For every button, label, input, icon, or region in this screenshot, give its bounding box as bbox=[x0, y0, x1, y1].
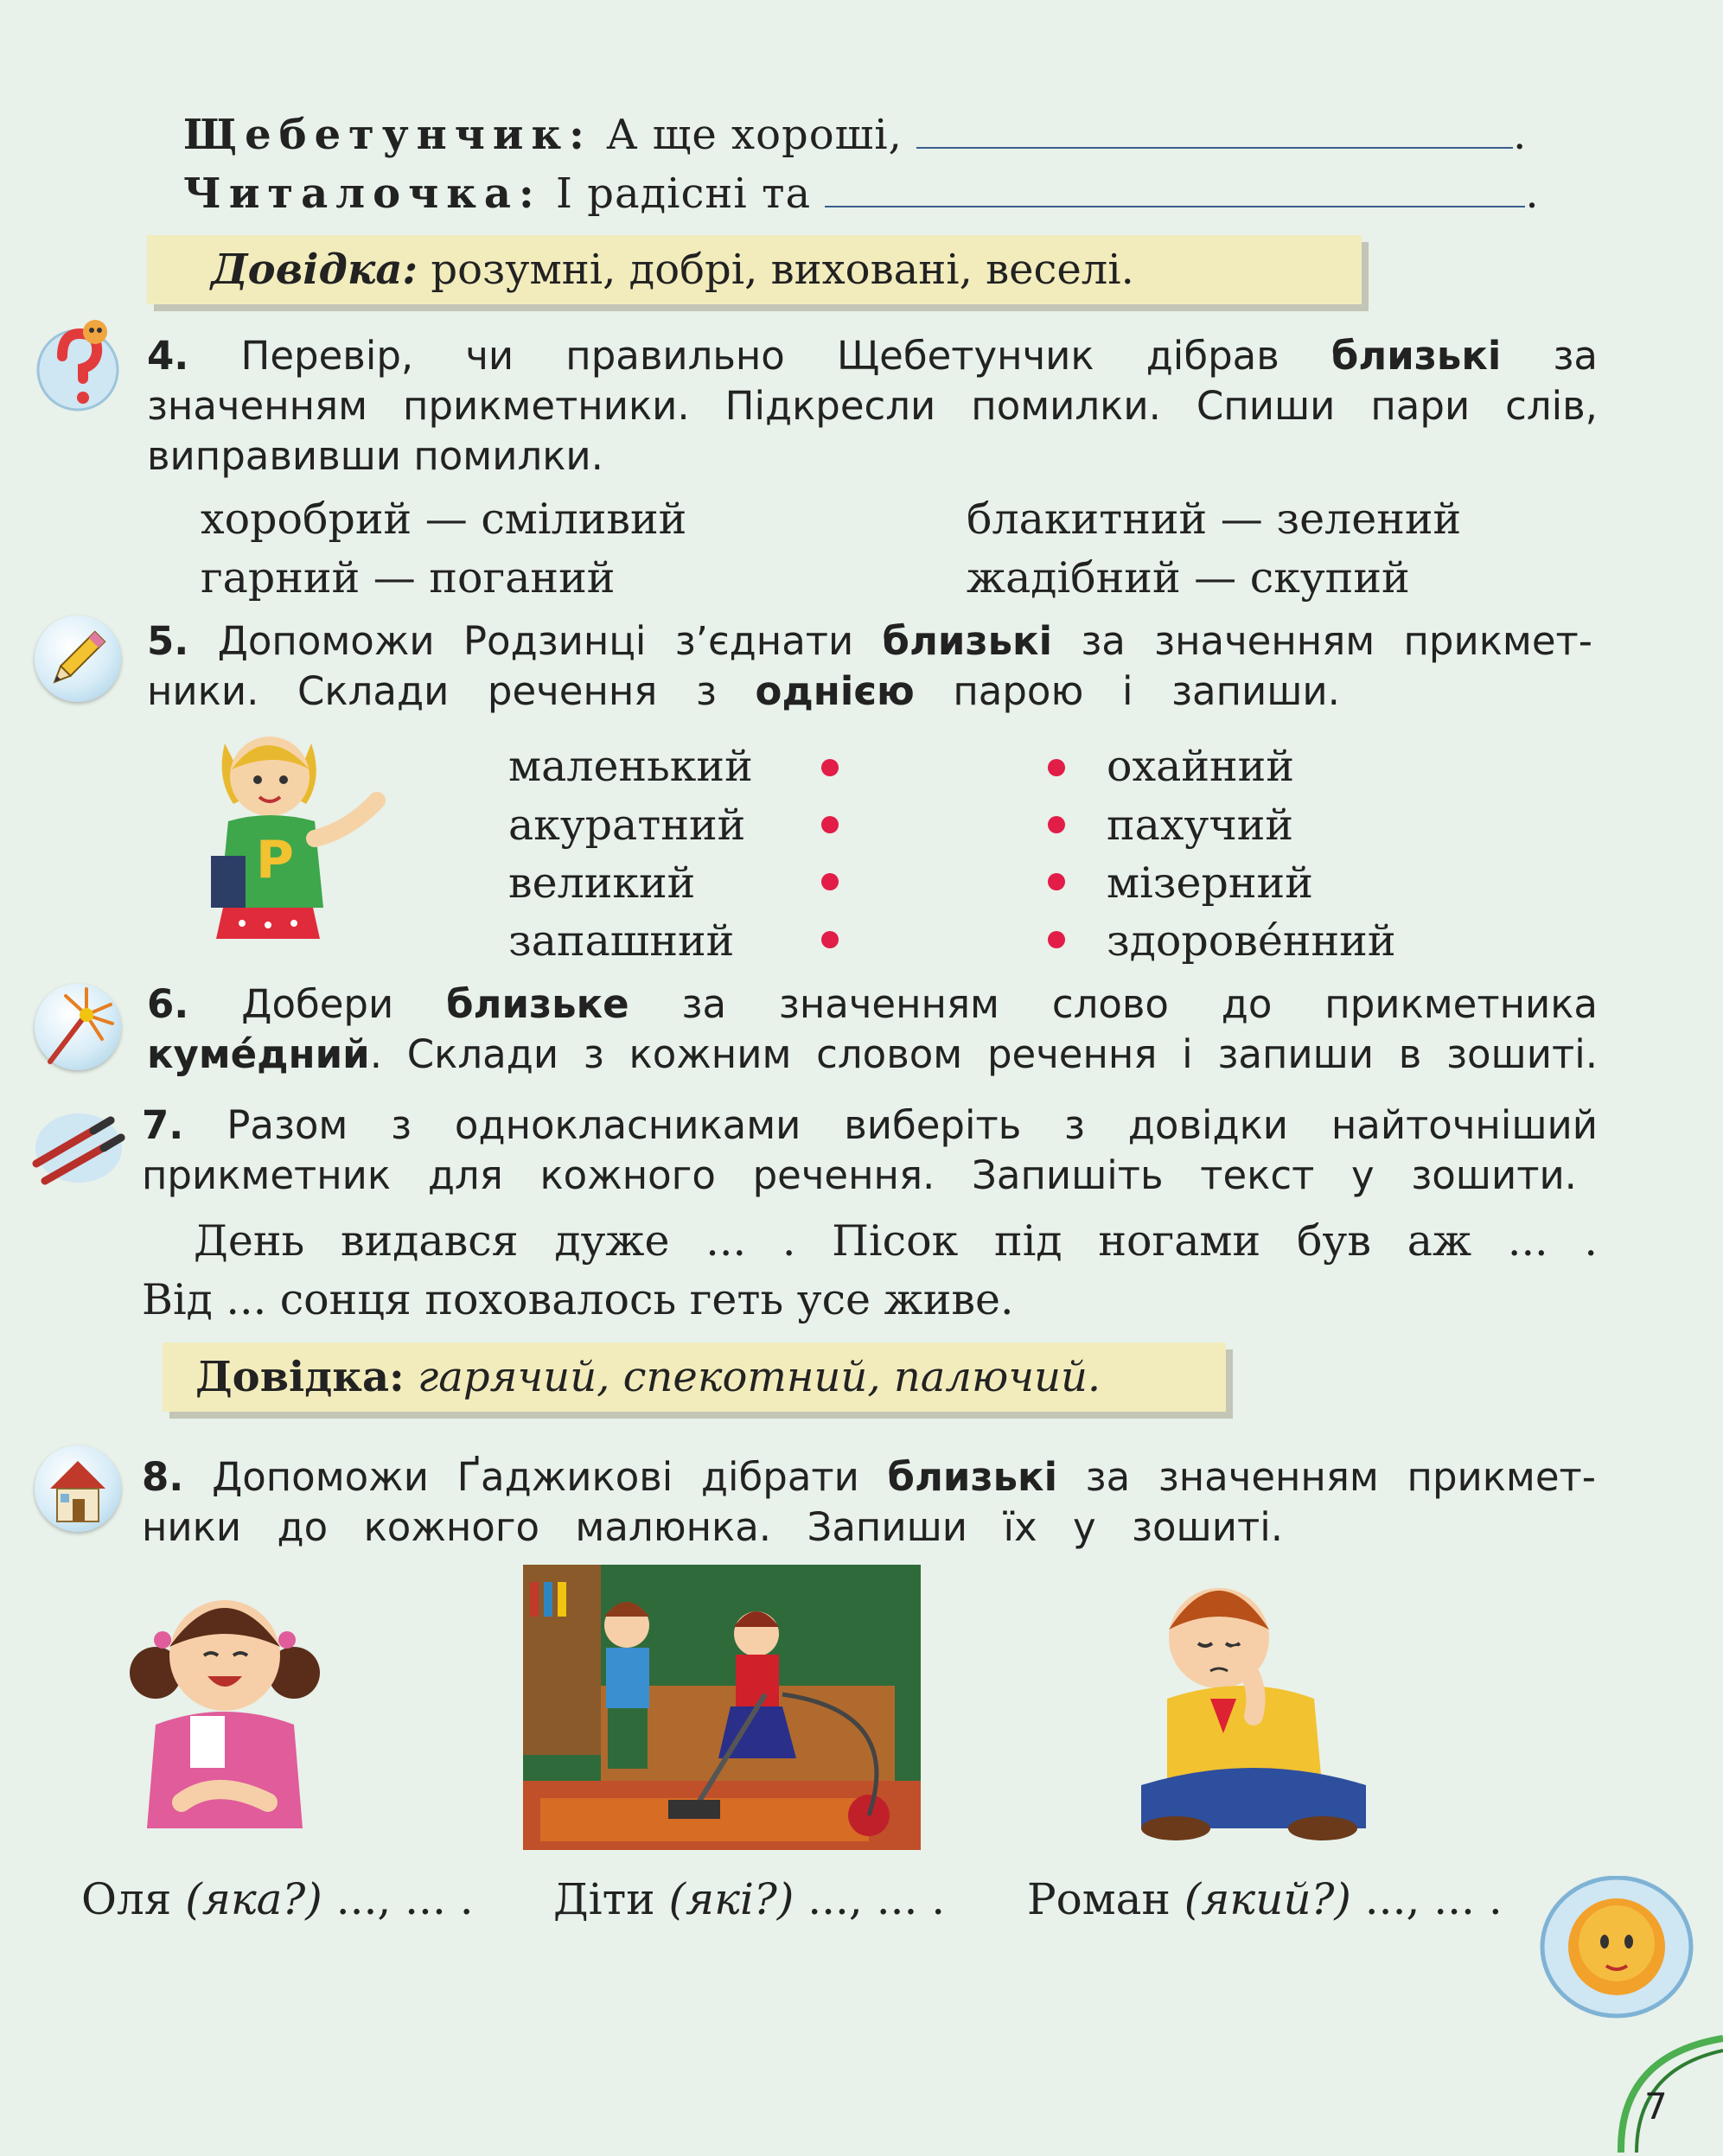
reference-box bbox=[147, 235, 1362, 304]
task-7-line-2: прикметник для кожного речення. Запишіть текст у зошити. bbox=[142, 1152, 1577, 1198]
word-pair: гарний — поганий bbox=[201, 553, 616, 603]
dialog-line-2 bbox=[183, 169, 1610, 218]
right-word: охайний bbox=[1107, 742, 1294, 791]
dialog-end: . bbox=[1525, 169, 1540, 218]
pens-icon bbox=[31, 1108, 126, 1186]
children-cleaning-illustration bbox=[523, 1565, 921, 1850]
task-8-line-1: 8. Допоможи Ґаджикові дібрати близькі за значенням прикмет- bbox=[142, 1454, 1597, 1500]
task-6-line-1: 6. Добери близьке за значенням слово до прикметника bbox=[147, 981, 1598, 1027]
task-7-text-line-1: День видався дуже ... . Пісок під ногами був аж ... . bbox=[194, 1216, 1598, 1266]
reference-words: гарячий, спекотний, палючий. bbox=[418, 1353, 1101, 1401]
dialog-text: І радісні та bbox=[556, 169, 812, 218]
match-dot-right[interactable] bbox=[1048, 873, 1065, 890]
reference-label: Довідка: bbox=[211, 246, 418, 294]
task-4-line-3: виправивши помилки. bbox=[147, 433, 603, 479]
task-7-line-1: 7. Разом з однокласниками виберіть з довідки найточніший bbox=[142, 1102, 1598, 1148]
right-word: здорове́нний bbox=[1107, 916, 1396, 966]
caption-olia: Оля (яка?) ..., ... . bbox=[81, 1874, 474, 1924]
caption-roman: Роман (який?) ..., ... . bbox=[1027, 1874, 1503, 1924]
pencil-icon bbox=[35, 616, 121, 702]
right-word: пахучий bbox=[1107, 801, 1294, 850]
girl-with-book-illustration bbox=[207, 726, 415, 955]
speaker-name: Щебетунчик: bbox=[183, 111, 592, 159]
page-number: 7 bbox=[1644, 2085, 1668, 2127]
match-dot-right[interactable] bbox=[1048, 931, 1065, 948]
house-icon bbox=[35, 1445, 121, 1532]
left-word: запашний bbox=[508, 916, 735, 966]
match-dot-right[interactable] bbox=[1048, 816, 1065, 833]
task-8 bbox=[142, 1452, 1596, 1553]
match-dot-right[interactable] bbox=[1048, 759, 1065, 776]
sad-boy-illustration bbox=[1124, 1569, 1375, 1846]
match-dot-left[interactable] bbox=[821, 759, 839, 776]
task-5-line-1: 5. Допоможи Родзинці з’єднати близькі за значенням прикмет- bbox=[147, 618, 1593, 664]
speaker-name: Читалочка: bbox=[183, 169, 542, 218]
dialog-end: . bbox=[1513, 111, 1528, 159]
dialog-text: А ще хороші, bbox=[606, 111, 903, 159]
laughing-girl-illustration bbox=[121, 1586, 329, 1837]
task-5-line-2: ники. Склади речення з однією парою і запиши. bbox=[147, 668, 1340, 714]
smiley-sun-icon bbox=[1539, 1876, 1694, 2019]
task-4-line-1: 4. Перевір, чи правильно Щебетунчик дібрав близькі за bbox=[147, 333, 1598, 379]
task-6-line-2: куме́дний. Склади з кожним словом речення і запиши в зошиті. bbox=[147, 1031, 1598, 1077]
dialog-line-1 bbox=[183, 111, 1610, 159]
task-4-line-2: значенням прикметники. Підкресли помилки. Спиши пари слів, bbox=[147, 383, 1598, 429]
caption-dity: Діти (які?) ..., ... . bbox=[553, 1874, 946, 1924]
left-word: акуратний bbox=[508, 801, 746, 850]
task-8-line-2: ники до кожного малюнка. Запиши їх у зошиті. bbox=[142, 1504, 1283, 1550]
firework-icon bbox=[35, 984, 121, 1070]
task-7-text-line-2: Від ... сонця поховалось геть усе живе. bbox=[142, 1275, 1014, 1324]
left-word: великий bbox=[508, 858, 696, 908]
word-pair: хоробрий — сміливий bbox=[201, 494, 687, 544]
task-7 bbox=[142, 1100, 1598, 1201]
task-4 bbox=[147, 331, 1598, 482]
svg-text:P: P bbox=[256, 830, 294, 890]
word-pair: блакитний — зелений bbox=[967, 494, 1462, 544]
word-pair: жадібний — скупий bbox=[967, 553, 1410, 603]
left-word: маленький bbox=[508, 742, 753, 791]
match-dot-left[interactable] bbox=[821, 931, 839, 948]
match-dot-left[interactable] bbox=[821, 816, 839, 833]
right-word: мізерний bbox=[1107, 858, 1313, 908]
reference-label: Довідка: bbox=[195, 1353, 405, 1401]
answer-blank-line[interactable] bbox=[916, 112, 1513, 149]
reference-words: розумні, добрі, виховані, веселі. bbox=[431, 246, 1134, 294]
match-dot-left[interactable] bbox=[821, 873, 839, 890]
question-character-icon bbox=[35, 311, 121, 415]
task-6 bbox=[147, 979, 1598, 1080]
task-number: 4. bbox=[147, 333, 189, 379]
task-7-text bbox=[142, 1212, 1598, 1330]
task-5 bbox=[147, 616, 1592, 717]
reference-box-2 bbox=[163, 1343, 1226, 1412]
answer-blank-line[interactable] bbox=[825, 171, 1525, 207]
